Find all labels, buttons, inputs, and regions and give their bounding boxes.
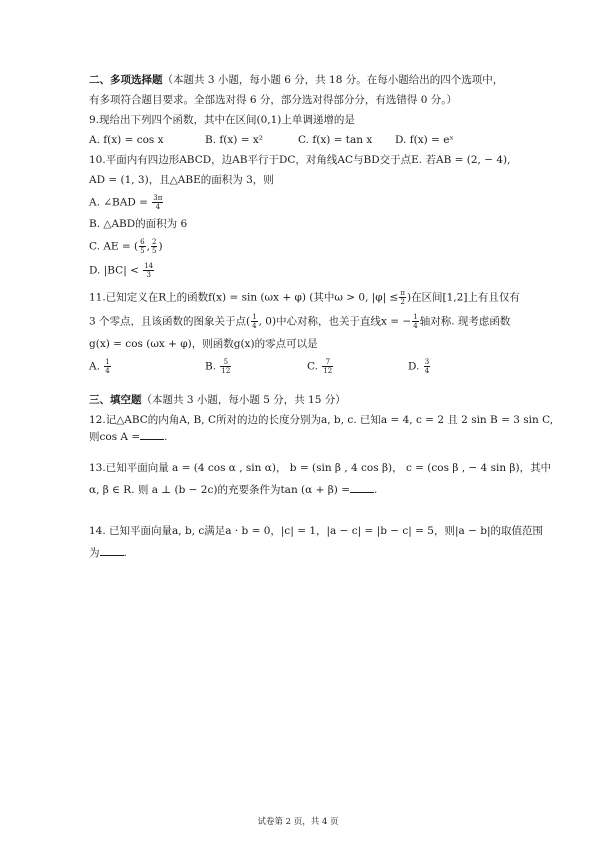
q10-stem-2: AD = (1, 3)，且△ABE的面积为 3，则 [89, 174, 274, 186]
q14-answer-blank [100, 545, 124, 556]
q12-answer-blank [140, 429, 164, 440]
q10-option-c-text: C. AE = ( [89, 240, 139, 253]
q10-option-c-fraction-1 [139, 238, 145, 255]
section2-heading: 二、多项选择题 [89, 74, 163, 86]
q10-stem-1: 10.平面内有四边形ABCD，边AB平行于DC，对角线AC与BD交于点E. 若AB = (2, − 4), [89, 154, 511, 166]
q11-line-1 [89, 289, 520, 306]
fraction-numerator: 1 [413, 313, 418, 321]
q9-option-d: D. f(x) = eˣ [395, 134, 454, 146]
fraction-numerator: 5 [220, 358, 231, 367]
q10-option-d [89, 262, 155, 279]
q9-option-c: C. f(x) = tan x [298, 134, 373, 146]
q10-option-d-text: D. |BC| < [89, 264, 139, 277]
q12-line-2-text: 则cos A = [89, 431, 141, 443]
fraction-numerator: 2 [151, 238, 157, 246]
q10-option-d-fraction [143, 262, 154, 279]
q9-stem: 9.现给出下列四个函数，其中在区间(0,1)上单调递增的是 [89, 114, 355, 126]
q11-line-1-a: 11.已知定义在R上的函数f(x) = sin (ωx + φ) (其中ω > 0, |φ| ≤ [89, 291, 399, 304]
fraction-denominator: 5 [140, 247, 145, 255]
fraction-numerator: 14 [144, 262, 154, 270]
q14-line-1: 14. 已知平面向量a, b, c满足a · b = 0，|c| = 1，|a − c| = |b − c| = 5，则|a − b|的取值范围 [89, 525, 544, 537]
q11-line-2-a: 3 个零点，且该函数的图象关于点( [89, 315, 251, 328]
q11-line-2-c: 轴对称. 现考虑函数 [419, 315, 511, 328]
q11-option-c-label: C. [307, 360, 318, 373]
q10-option-b: B. △ABD的面积为 6 [89, 218, 188, 230]
fraction-numerator: 1 [252, 313, 257, 321]
section2-instructions-1: （本题共 3 小题，每小题 6 分，共 18 分。在每小题给出的四个选项中， [162, 74, 504, 86]
q11-option-b-label: B. [205, 360, 217, 373]
q11-option-d-fraction [424, 358, 430, 375]
q11-line-2-b: , 0)中心对称，也关于直线x = − [258, 315, 412, 328]
q11-line-1-b: )在区间[1,2]上有且仅有 [406, 291, 520, 304]
q11-option-a-fraction [104, 358, 110, 375]
q10-option-c-close: ) [158, 240, 163, 253]
q11-option-a-label: A. [89, 360, 100, 373]
q11-option-a [89, 358, 112, 375]
section3-heading: 三、填空题 [89, 394, 142, 406]
q11-option-c [307, 358, 334, 375]
q10-option-a [89, 194, 164, 211]
q11-fraction-1-4-b [412, 313, 418, 330]
fraction-denominator: 4 [155, 203, 161, 211]
q9-option-a: A. f(x) = cos x [89, 134, 164, 146]
section3-line [89, 393, 346, 407]
q11-option-d [408, 358, 431, 375]
q12-line-2: 则cos A = . [89, 431, 168, 443]
q13-line-1: 13.已知平面向量 a = (4 cos α , sin α)， b = (sin β , 4 cos β)， c = (cos β , − 4 sin β)，其中 [89, 462, 552, 474]
q11-option-d-label: D. [408, 360, 420, 373]
section2-instructions-2: 有多项符合题目要求。全部选对得 6 分，部分选对得部分分，有选错得 0 分。） [89, 94, 457, 106]
fraction-denominator: 4 [424, 367, 430, 375]
fraction-numerator: π [400, 289, 405, 297]
fraction-denominator: 3 [146, 271, 151, 279]
section2-line1 [89, 73, 503, 87]
q14-line-2-text: 为 [89, 547, 100, 559]
q10-option-a-text: A. ∠BAD = [89, 196, 148, 209]
q9-option-b: B. f(x) = x² [205, 134, 263, 146]
q14-line-2: 为 . [89, 547, 127, 559]
fraction-denominator: 4 [413, 322, 418, 330]
fraction-denominator: 4 [252, 322, 257, 330]
fraction-numerator: 6 [140, 238, 145, 246]
q13-line-2: α, β ∈ R. 则 a ⊥ (b − 2c)的充要条件为tan (α + β) = . [89, 484, 378, 496]
q13-answer-blank [350, 482, 374, 493]
fraction-denominator: 12 [221, 367, 231, 375]
fraction-numerator: 3π [153, 194, 163, 202]
fraction-denominator: 4 [105, 367, 110, 375]
q11-option-b-fraction [220, 358, 231, 375]
q11-fraction-1-4 [251, 313, 257, 330]
q10-option-a-fraction [152, 194, 163, 211]
q11-line-2 [89, 313, 510, 330]
fraction-denominator: 2 [400, 298, 405, 306]
q10-option-c-fraction-2 [151, 238, 157, 255]
q11-fraction-pi-2 [399, 289, 406, 306]
fraction-numerator: 1 [105, 358, 110, 366]
q10-option-c: C. AE = ( $\frac{6}{5}$ , $\frac{2}{5}$ ) [89, 238, 163, 255]
q11-line-3: g(x) = cos (ωx + φ)，则函数g(x)的零点可以是 [89, 338, 318, 350]
q12-line-1: 12.记△ABC的内角A, B, C所对的边的长度分别为a, b, c. 已知a = 4, c = 2 且 2 sin B = 3 sin C, [89, 414, 554, 426]
fraction-denominator: 12 [323, 367, 333, 375]
section3-instructions: （本题共 3 小题，每小题 5 分，共 15 分） [141, 394, 346, 406]
q11-option-b [205, 358, 232, 375]
q11-option-c-fraction [322, 358, 333, 375]
fraction-numerator: 7 [322, 358, 333, 367]
fraction-numerator: 3 [424, 358, 430, 366]
q13-line-2-text: α, β ∈ R. 则 a ⊥ (b − 2c)的充要条件为tan (α + β) = [89, 484, 351, 496]
page-footer: 试卷第 2 页，共 4 页 [257, 817, 339, 827]
fraction-denominator: 5 [151, 247, 157, 255]
